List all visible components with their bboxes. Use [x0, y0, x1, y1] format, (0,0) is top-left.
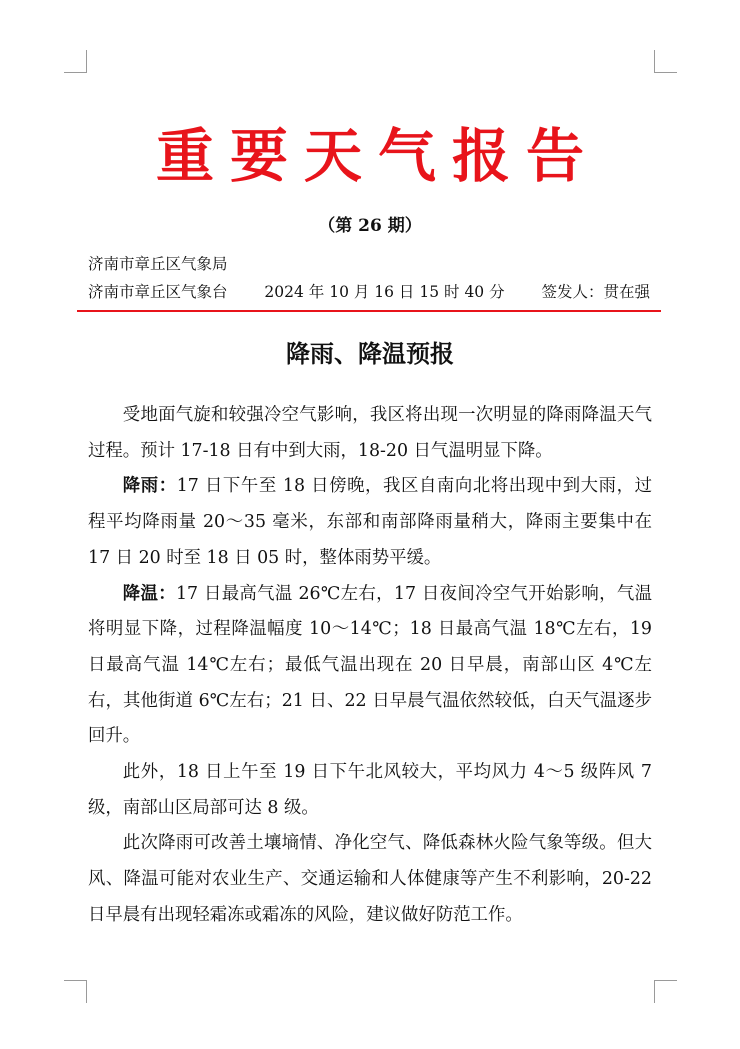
- issuer-info-row: [88, 280, 650, 304]
- issue-datetime: 2024 年 10 月 16 日 15 时 40 分: [264, 283, 505, 301]
- paragraph-text: 此外，18 日上午至 19 日下午北风较大，平均风力 4～5 级阵风 7 级，南部山区局部可达 8 级。: [88, 762, 652, 818]
- report-body: [88, 398, 652, 934]
- paragraph-text: 受地面气旋和较强冷空气影响，我区将出现一次明显的降雨降温天气过程。预计 17-18 日有中到大雨，18-20 日气温明显下降。: [88, 405, 652, 461]
- paragraph-rainfall: [88, 469, 652, 576]
- crop-mark-bottom-left: [64, 980, 87, 1003]
- report-masthead: 重要天气报告: [155, 122, 600, 190]
- report-headline: 降雨、降温预报: [286, 339, 454, 368]
- signer: 签发人：贯在强: [541, 283, 650, 301]
- issuer-bureau: 济南市章丘区气象局: [88, 255, 228, 273]
- paragraph-lead: 降温：: [122, 583, 176, 604]
- issuer-office: 济南市章丘区气象台: [88, 283, 228, 301]
- paragraph-text: 17 日最高气温 26℃左右，17 日夜间冷空气开始影响，气温将明显下降，过程降温幅度 10～14℃；18 日最高气温 18℃左右，19 日最高气温 14℃左右；最低气温出现在 20 日早晨，南部山区 4℃左右，其他街道 6℃左右；21 日、22 日早晨气温依然较低，白天气温逐步回升。: [88, 583, 652, 747]
- paragraph-lead: 降雨：: [122, 476, 177, 497]
- paragraph-cooling: [88, 577, 652, 756]
- paragraph-wind: [88, 755, 652, 826]
- crop-mark-top-left: [64, 50, 87, 73]
- paragraph-overview: [88, 398, 652, 469]
- paragraph-text: 17 日下午至 18 日傍晚，我区自南向北将出现中到大雨，过程平均降雨量 20～35 毫米，东部和南部降雨量稍大，降雨主要集中在 17 日 20 时至 18 日 05 时，整体雨势平缓。: [88, 476, 652, 568]
- issue-number: （第 26 期）: [318, 216, 422, 236]
- crop-mark-top-right: [654, 50, 677, 73]
- red-divider: [77, 310, 661, 312]
- paragraph-text: 此次降雨可改善土壤墒情、净化空气、降低森林火险气象等级。但大风、降温可能对农业生产、交通运输和人体健康等产生不利影响，20-22 日早晨有出现轻霜冻或霜冻的风险，建议做好防范工作。: [88, 833, 652, 925]
- crop-mark-bottom-right: [654, 980, 677, 1003]
- paragraph-impact: [88, 826, 652, 933]
